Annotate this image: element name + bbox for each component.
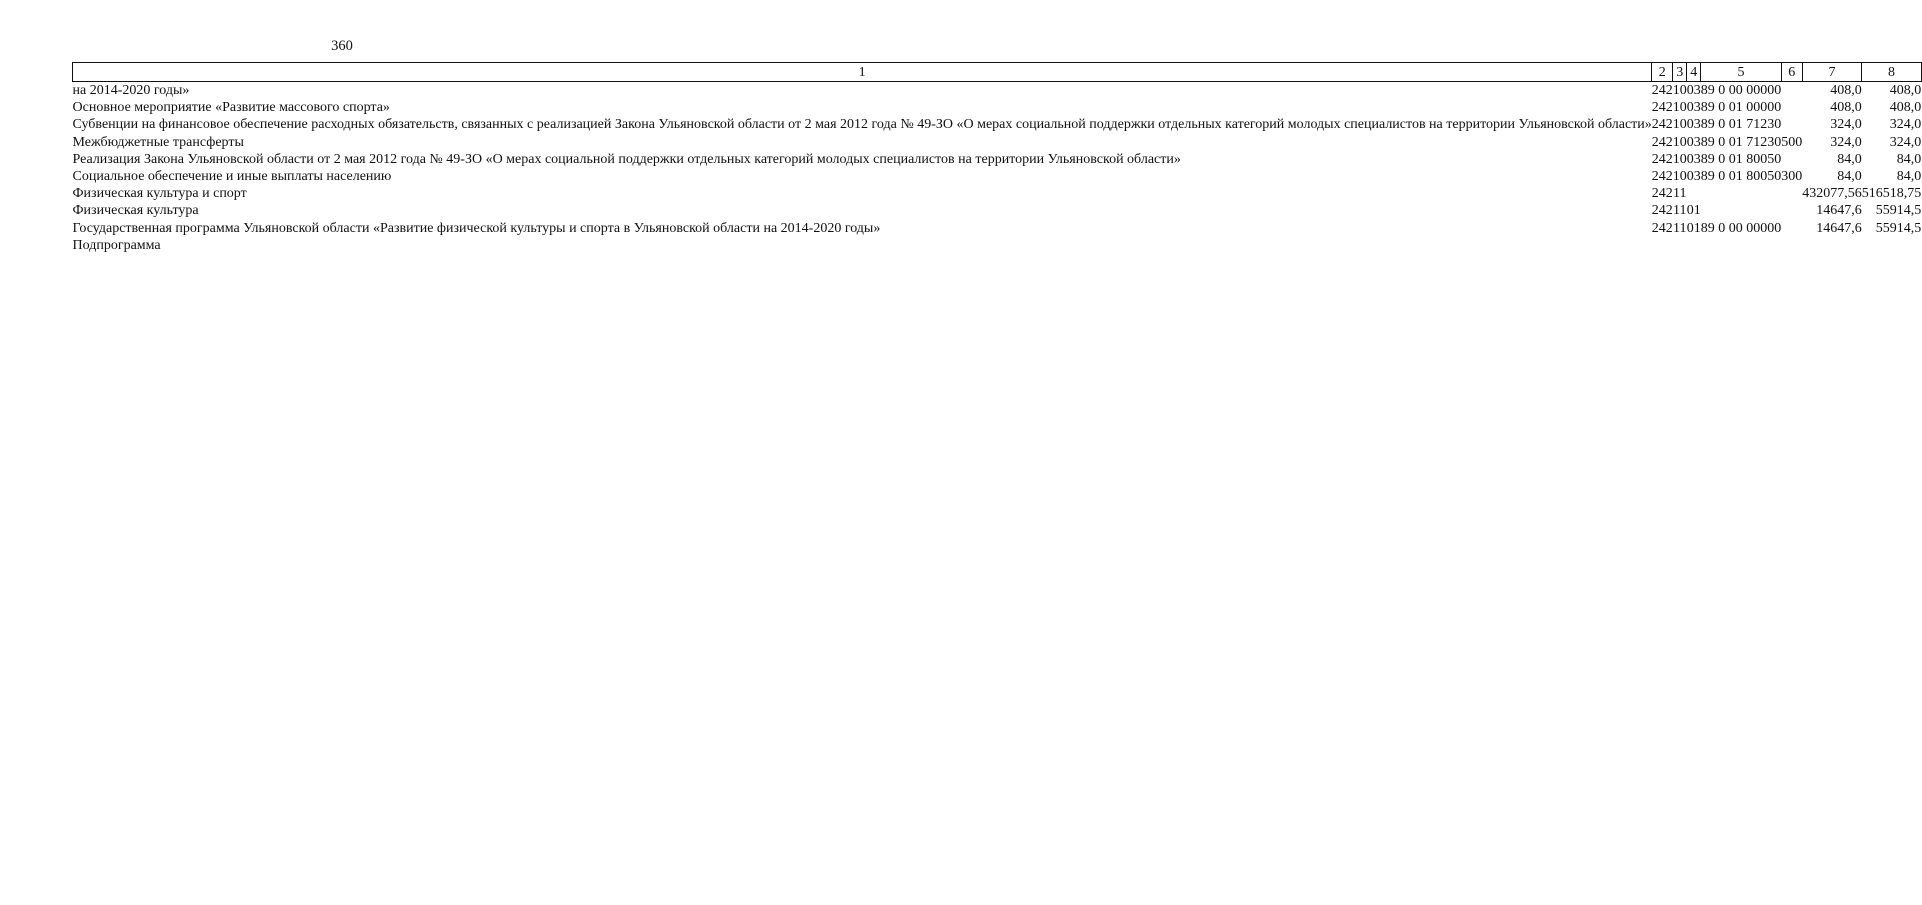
row-amount-year2: 84,0	[1896, 151, 1922, 167]
table-header-row	[73, 63, 1922, 82]
table-row	[73, 116, 1922, 133]
column-header: 5	[1701, 63, 1782, 82]
column-header: 1	[73, 63, 1652, 82]
table-row	[73, 168, 1922, 185]
row-name: Основное мероприятие «Развитие массового спорта»	[72, 100, 390, 116]
table-row	[73, 202, 1922, 219]
row-ministry-code: 242	[1651, 100, 1673, 116]
row-name: Физическая культура и спорт	[72, 186, 247, 202]
row-ministry-code: 242	[1651, 186, 1673, 202]
row-amount-year1: 84,0	[1837, 151, 1862, 167]
row-target-article-code: 89 0 00 00000	[1700, 220, 1782, 236]
row-amount-year1: 14647,6	[1816, 220, 1862, 236]
row-expense-type-code: 500	[1781, 134, 1803, 150]
row-amount-year2	[1862, 237, 1922, 254]
row-amount-year1: 84,0	[1837, 169, 1862, 185]
row-target-article-code	[1701, 185, 1782, 202]
row-subsection-code: 03	[1686, 83, 1701, 98]
row-subsection-code: 03	[1686, 169, 1701, 185]
row-expense-type-code	[1781, 185, 1802, 202]
row-target-article-code: 89 0 00 00000	[1700, 83, 1782, 98]
row-ministry-code	[1652, 237, 1673, 254]
row-section-code: 10	[1672, 100, 1687, 116]
row-amount-year2: 408,0	[1889, 83, 1922, 98]
table-row	[73, 220, 1922, 237]
row-subsection-code: 03	[1686, 151, 1701, 167]
budget-table	[72, 62, 1922, 254]
column-header: 7	[1802, 63, 1862, 82]
row-target-article-code: 89 0 01 80050	[1700, 151, 1782, 167]
row-expense-type-code	[1781, 237, 1802, 254]
row-amount-year2: 84,0	[1896, 169, 1922, 185]
row-ministry-code: 242	[1651, 83, 1673, 98]
row-name: Межбюджетные трансферты	[72, 134, 244, 150]
row-amount-year1: 14647,6	[1816, 203, 1862, 219]
row-target-article-code: 89 0 01 00000	[1700, 100, 1782, 116]
row-section-code: 10	[1672, 83, 1687, 98]
column-header: 6	[1781, 63, 1802, 82]
row-section-code: 11	[1673, 220, 1687, 236]
row-subsection-code	[1687, 237, 1701, 254]
row-section-code: 10	[1672, 169, 1687, 185]
row-name: Реализация Закона Ульяновской области от 2 мая 2012 года № 49-ЗО «О мерах социальной поддержки отдельных категорий молодых специалистов на территории Ульяновской области»	[72, 151, 1181, 167]
table-row	[73, 185, 1922, 202]
row-subsection-code: 01	[1686, 203, 1701, 219]
row-ministry-code: 242	[1651, 203, 1673, 219]
row-target-article-code: 89 0 01 80050	[1700, 169, 1782, 185]
row-amount-year1: 408,0	[1830, 100, 1862, 116]
row-name: Физическая культура	[72, 203, 199, 219]
table-row	[73, 151, 1922, 168]
row-amount-year1: 324,0	[1830, 134, 1862, 150]
row-ministry-code: 242	[1651, 134, 1673, 150]
row-ministry-code: 242	[1651, 151, 1673, 167]
row-section-code: 11	[1673, 203, 1687, 219]
row-amount-year2: 55914,5	[1875, 220, 1922, 236]
row-name: Государственная программа Ульяновской области «Развитие физической культуры и спорта в Ульяновской области на 2014-2020 годы»	[72, 220, 881, 236]
table-row	[73, 82, 1922, 100]
table-row	[73, 134, 1922, 151]
row-section-code: 10	[1672, 151, 1687, 167]
row-expense-type-code: 300	[1781, 169, 1803, 185]
row-subsection-code: 03	[1686, 100, 1701, 116]
row-ministry-code: 242	[1651, 220, 1673, 236]
row-expense-type-code	[1781, 202, 1802, 219]
row-amount-year2: 516518,75	[1861, 186, 1922, 202]
column-header: 8	[1862, 63, 1922, 82]
row-target-article-code: 89 0 01 71230	[1700, 134, 1782, 150]
column-header: 2	[1652, 63, 1673, 82]
table-row	[73, 237, 1922, 254]
row-section-code: 10	[1672, 117, 1687, 133]
row-amount-year2: 324,0	[1889, 117, 1922, 133]
row-subsection-code: 01	[1686, 220, 1701, 236]
row-ministry-code: 242	[1651, 117, 1673, 133]
row-ministry-code: 242	[1651, 169, 1673, 185]
row-amount-year1	[1802, 237, 1862, 254]
row-section-code: 10	[1672, 134, 1687, 150]
row-name: Подпрограмма	[72, 237, 161, 253]
column-header: 3	[1673, 63, 1687, 82]
row-expense-type-code	[1781, 116, 1802, 133]
row-expense-type-code	[1781, 82, 1802, 100]
row-amount-year2: 408,0	[1889, 100, 1922, 116]
row-expense-type-code	[1781, 220, 1802, 237]
row-expense-type-code	[1781, 151, 1802, 168]
row-section-code: 11	[1673, 186, 1687, 202]
row-amount-year1: 324,0	[1830, 117, 1862, 133]
row-name: на 2014-2020 годы»	[72, 83, 190, 98]
column-header: 4	[1687, 63, 1701, 82]
row-subsection-code: 03	[1686, 134, 1701, 150]
row-name: Социальное обеспечение и иные выплаты населению	[72, 169, 392, 185]
row-target-article-code	[1701, 237, 1782, 254]
row-expense-type-code	[1781, 99, 1802, 116]
row-amount-year2: 324,0	[1889, 134, 1922, 150]
row-amount-year1: 432077,56	[1802, 186, 1862, 202]
row-amount-year1: 408,0	[1830, 83, 1862, 98]
row-amount-year2: 55914,5	[1875, 203, 1922, 219]
row-subsection-code	[1687, 185, 1701, 202]
row-target-article-code: 89 0 01 71230	[1700, 117, 1782, 133]
table-row	[73, 99, 1922, 116]
row-target-article-code	[1701, 202, 1782, 219]
row-name: Субвенции на финансовое обеспечение расходных обязательств, связанных с реализацией Закона Ульяновской области от 2 мая 2012 года № 49-ЗО «О мерах социальной поддержки отдельных категорий молодых специалистов на территории Ульяновской области»	[72, 117, 1652, 133]
row-section-code	[1673, 237, 1687, 254]
page-number: 360	[331, 38, 353, 54]
row-subsection-code: 03	[1686, 117, 1701, 133]
